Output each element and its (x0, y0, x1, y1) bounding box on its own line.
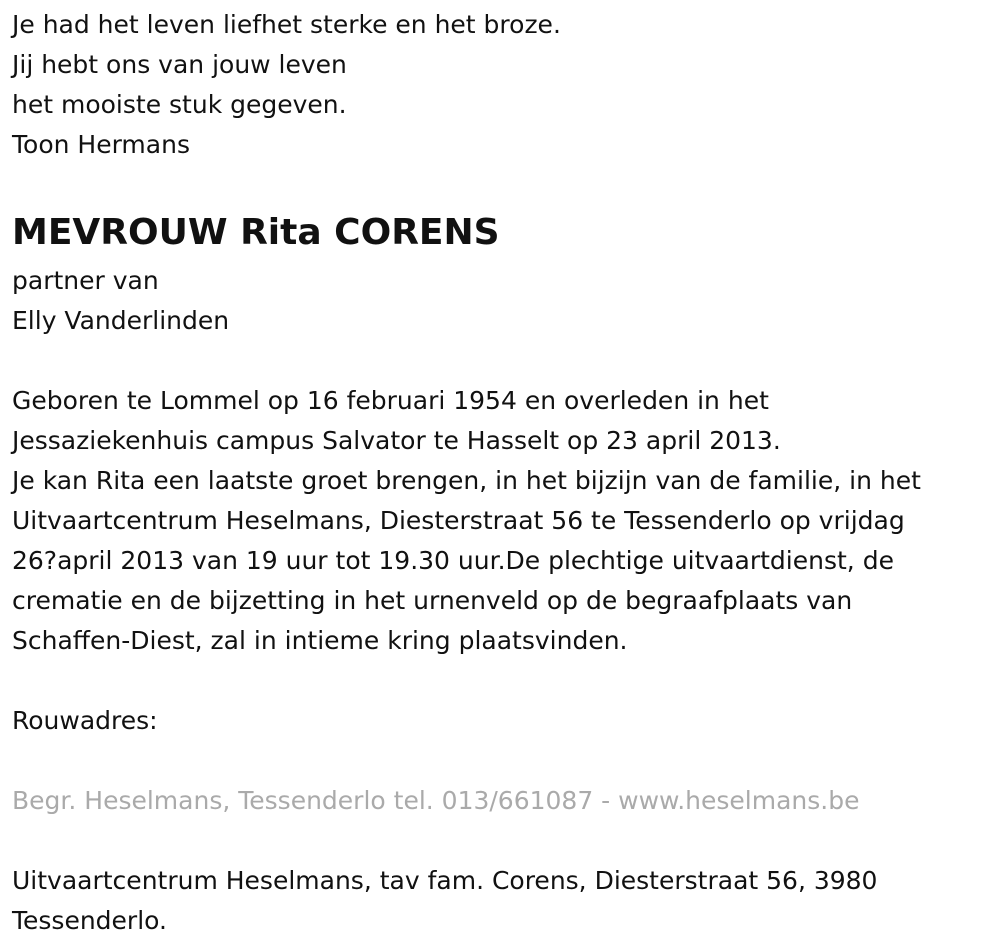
announcement-line: Je kan Rita een laatste groet brengen, in het bijzijn van de familie, in het (12, 466, 921, 495)
announcement-line: Schaffen-Diest, zal in intieme kring plaatsvinden. (12, 626, 628, 655)
relation-line: partner van (12, 266, 159, 295)
spacer (12, 341, 1000, 381)
address-line: Tessenderlo. (12, 906, 167, 935)
announcement-line: crematie en de bijzetting in het urnenveld op de begraafplaats van (12, 586, 853, 615)
poem-author: Toon Hermans (12, 130, 190, 159)
announcement-line: Uitvaartcentrum Heselmans, Diesterstraat 56 te Tessenderlo op vrijdag (12, 506, 905, 535)
poem-line: het mooiste stuk gegeven. (12, 90, 347, 119)
announcement-line: Jessaziekenhuis campus Salvator te Hasselt op 23 april 2013. (12, 426, 781, 455)
spacer (12, 821, 1000, 861)
announcement-line: 26?april 2013 van 19 uur tot 19.30 uur.De plechtige uitvaartdienst, de (12, 546, 894, 575)
address-line: Uitvaartcentrum Heselmans, tav fam. Corens, Diesterstraat 56, 3980 (12, 866, 878, 895)
funeral-home-line: Begr. Heselmans, Tessenderlo tel. 013/661087 - www.heselmans.be (12, 786, 860, 815)
spacer (12, 661, 1000, 701)
announcement-text (12, 381, 1000, 661)
mourning-address-label: Rouwadres: (12, 706, 158, 735)
announcement-line: Geboren te Lommel op 16 februari 1954 en overleden in het (12, 386, 769, 415)
spacer (12, 741, 1000, 781)
deceased-name: MEVROUW Rita CORENS (12, 212, 500, 253)
poem (12, 5, 1000, 165)
poem-line: Jij hebt ons van jouw leven (12, 50, 347, 79)
partner-name: Elly Vanderlinden (12, 306, 230, 335)
poem-line: Je had het leven liefhet sterke en het broze. (12, 10, 561, 39)
